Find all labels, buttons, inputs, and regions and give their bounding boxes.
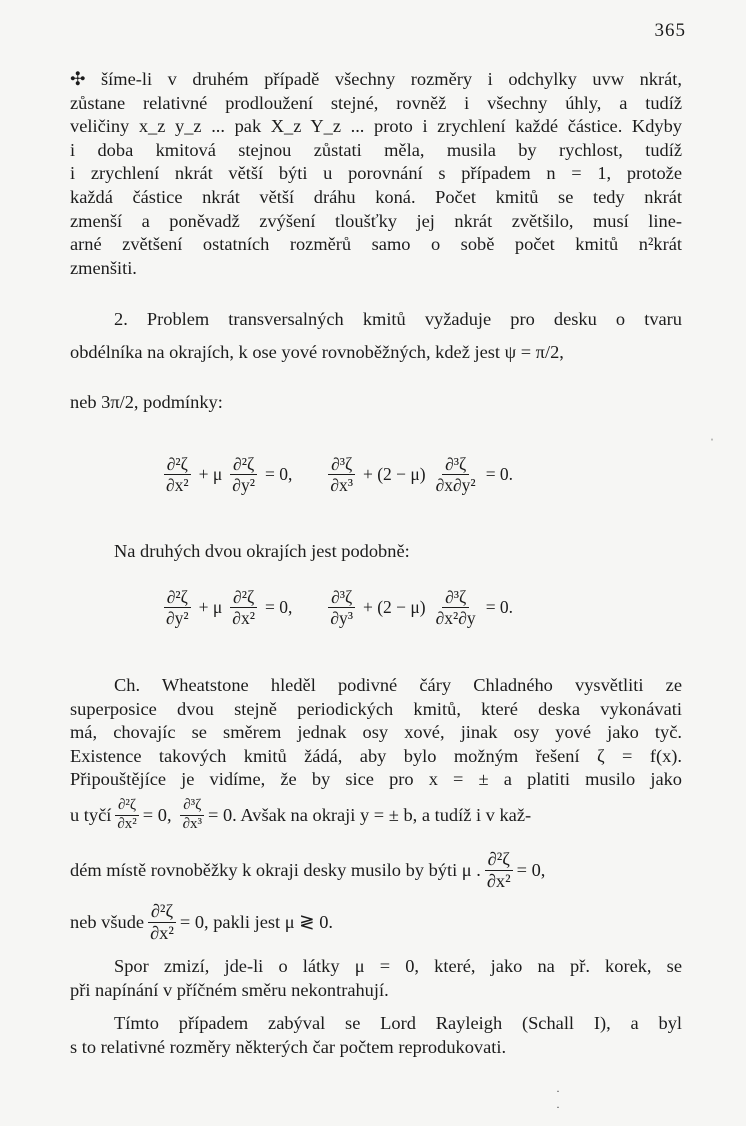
text-line: i zrychlení nkrát větší býti u porovnání s případem n = 1, protože [70,163,682,184]
fraction-numerator: ∂³ζ [328,588,355,608]
paragraph-problem [70,308,682,332]
text-line: Připouštějíce je vidíme, že by sice pro x = ± a platiti musilo jako [70,769,682,790]
text-line-neb [70,902,333,944]
fraction-denominator: ∂x∂y² [435,475,476,496]
fraction-denominator: ∂y² [166,608,189,629]
fraction-denominator: ∂x²∂y [435,608,476,629]
text-line-dem [70,850,682,892]
text-line: při napínání v příčném směru nekontrahují. [70,979,389,1000]
operator: + μ [198,464,223,485]
fraction-denominator: ∂x² [166,475,189,496]
fraction-numerator: ∂²ζ [164,588,191,608]
fraction-denominator: ∂y² [232,475,255,496]
margin-speck: · [556,1100,560,1114]
fraction-numerator: ∂²ζ [115,798,139,816]
operator: = 0. [485,464,514,485]
fraction-numerator: ∂³ζ [180,798,204,816]
fraction-denominator: ∂y³ [330,608,353,629]
margin-speck: · [556,1084,560,1098]
text-line: arné zvětšení ostatních rozměrů samo o sobě počet kmitů n²krát [70,234,682,255]
text-fragment: dém místě rovnoběžky k okraji desky musilo by býti μ . [70,860,481,881]
fraction-denominator: ∂x³ [330,475,353,496]
text-fragment: u tyčí [70,804,112,825]
fraction-denominator: ∂x² [486,871,511,892]
fraction-numerator: ∂³ζ [328,455,355,475]
fraction-numerator: ∂³ζ [442,455,469,475]
text-line: Ch. Wheatstone hleděl podivné čáry Chladného vysvětliti ze [114,675,682,695]
operator: + μ [198,597,223,618]
operator: = 0. [485,597,514,618]
text-line: 2. Problem transversalných kmitů vyžaduje pro desku o tvaru [114,309,682,329]
equation-boundary-x [160,455,517,495]
fraction-denominator: ∂x² [150,923,174,944]
paragraph-scaling [70,68,682,280]
paragraph-rayleigh [70,1012,682,1059]
text-line: neb 3π/2, podmínky: [70,392,223,412]
text-line: Existence takových kmitů žádá, aby bylo možným řešení ζ = f(x). [70,745,682,766]
operator: = 0, [264,464,293,485]
text-line: zmenšiti. [70,257,137,278]
text-line: zmenší a poněvadž zvýšení tloušťky jej nkrát zvětšilo, musí line- [70,210,682,231]
text-line: i doba kmitová stejnou zůstati měla, musila by rychlost, tudíž [70,139,682,160]
text-line: superposice dvou stejně periodických kmitů, které deska vykonávati [70,698,682,719]
text-line: Tímto případem zabýval se Lord Rayleigh (Schall I), a byl [114,1013,682,1033]
page-number: 365 [654,20,686,41]
text-line: ✣ šíme-li v druhém případě všechny rozměry i odchylky uvw nkrát, [70,69,682,89]
text-line: každá částice nkrát větší dráhu koná. Počet kmitů se tedy nkrát [70,186,682,207]
fraction-denominator: ∂x³ [182,815,202,832]
operator: + (2 − μ) [362,464,426,485]
text-line: obdélníka na okrajích, k ose yové rovnoběžných, kdež jest ψ = π/2, [70,342,564,362]
paragraph-spor [70,955,682,1002]
text-line: s to relativné rozměry některých čar počtem reprodukovati. [70,1036,507,1057]
operator: = 0, [264,597,293,618]
fraction-denominator: ∂x² [117,815,137,832]
text-line-u-tyci [70,798,682,833]
operator: + (2 − μ) [362,597,426,618]
fraction-numerator: ∂²ζ [230,588,257,608]
text-fragment: neb všude [70,912,145,933]
text-line: veličiny x_z y_z ... pak X_z Y_z ... proto i zrychlení každé částice. Kdyby [70,116,682,137]
text-line: Na druhých dvou okrajích jest podobně: [114,541,410,561]
fraction-numerator: ∂²ζ [230,455,257,475]
text-fragment: = 0, [142,804,172,825]
margin-speck: ˈ [710,436,714,450]
fraction-numerator: ∂³ζ [442,588,469,608]
fraction-numerator: ∂²ζ [148,902,176,923]
fraction-numerator: ∂²ζ [164,455,191,475]
text-fragment: = 0, pakli jest μ ≷ 0. [179,912,333,933]
text-fragment: = 0. Avšak na okraji y = ± b, a tudíž i v kaž- [207,804,532,825]
fraction-denominator: ∂x² [232,608,255,629]
fraction-numerator: ∂²ζ [485,850,513,871]
text-line: má, chovajíc se směrem jednak osy xové, jinak osy yové jako tyč. [70,722,682,743]
text-line: Spor zmizí, jde-li o látky μ = 0, které, jako na př. korek, se [114,956,682,976]
equation-boundary-y [160,588,517,628]
text-line: zůstane relativné prodloužení stejné, rovněž i všechny úhly, a tudíž [70,92,682,113]
paragraph-wheatstone [70,674,682,792]
text-fragment: = 0, [516,860,546,881]
